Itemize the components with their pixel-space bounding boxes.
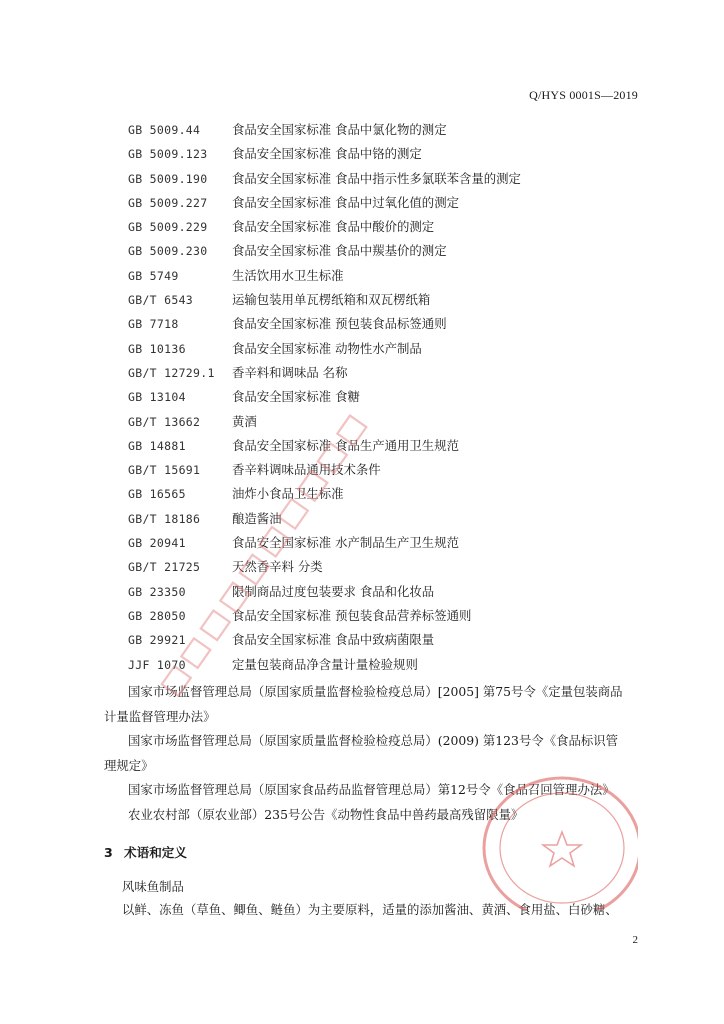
reference-title: 油炸小食品卫生标准 xyxy=(232,486,344,502)
reference-code: GB/T 12729.1 xyxy=(128,365,215,380)
reference-row xyxy=(0,604,724,628)
reference-title: 食品安全国家标准 食品中酸价的测定 xyxy=(232,219,435,235)
term-definition: 以鲜、冻鱼（草鱼、鲫鱼、鲢鱼）为主要原料，适量的添加酱油、黄酒、食用盐、白砂糖、 xyxy=(122,902,618,917)
reference-row xyxy=(0,142,724,166)
reference-row xyxy=(0,361,724,385)
reference-title: 天然香辛料 分类 xyxy=(232,559,323,575)
reference-title: 食品安全国家标准 食糖 xyxy=(232,389,360,405)
reference-code: GB 5749 xyxy=(128,268,179,283)
reference-code: GB 7718 xyxy=(128,317,179,332)
reference-code: GB/T 15691 xyxy=(128,463,201,478)
reference-row xyxy=(0,482,724,506)
reference-code: GB 14881 xyxy=(128,438,186,453)
reference-title: 食品安全国家标准 食品生产通用卫生规范 xyxy=(232,437,459,453)
reference-code: GB/T 21725 xyxy=(128,560,201,575)
reference-code: GB 13104 xyxy=(128,390,186,405)
reference-code: GB 28050 xyxy=(128,608,186,623)
reference-code: GB/T 6543 xyxy=(128,293,194,308)
reference-title: 食品安全国家标准 水产制品生产卫生规范 xyxy=(232,535,459,551)
reference-row xyxy=(0,653,724,677)
reference-row xyxy=(0,531,724,555)
reference-row xyxy=(0,239,724,263)
reference-row xyxy=(0,191,724,215)
reference-title: 香辛料和调味品 名称 xyxy=(232,364,348,380)
reference-title: 生活饮用水卫生标准 xyxy=(232,267,344,283)
reference-row xyxy=(0,288,724,312)
reference-title: 酿造酱油 xyxy=(232,510,282,526)
reference-row xyxy=(0,312,724,336)
section-number: 3 xyxy=(104,845,113,860)
reference-row xyxy=(0,337,724,361)
regulation-line: 国家市场监督管理总局（原国家食品药品监督管理总局）第12号令《食品召回管理办法》 xyxy=(128,782,615,797)
reference-code: GB 29921 xyxy=(128,633,186,648)
reference-code: GB 23350 xyxy=(128,584,186,599)
reference-row xyxy=(0,507,724,531)
regulation-paragraph-1 xyxy=(104,680,644,729)
reference-row xyxy=(0,458,724,482)
reference-row xyxy=(0,167,724,191)
reference-title: 食品安全国家标准 食品中指示性多氯联苯含量的测定 xyxy=(232,170,521,186)
reference-title: 食品安全国家标准 动物性水产制品 xyxy=(232,340,422,356)
reference-code: GB/T 13662 xyxy=(128,414,201,429)
reference-row xyxy=(0,580,724,604)
regulation-line: 农业农村部（原农业部）235号公告《动物性食品中兽药最高残留限量》 xyxy=(128,807,524,822)
regulation-paragraph-4 xyxy=(104,803,644,828)
reference-title: 运输包装用单瓦楞纸箱和双瓦楞纸箱 xyxy=(232,292,431,308)
reference-title: 食品安全国家标准 预包装食品标签通则 xyxy=(232,316,447,332)
term-name: 风味鱼制品 xyxy=(122,879,184,894)
regulation-line: 国家市场监督管理总局（原国家质量监督检验检疫总局）[2005] 第75号令《定量包装商品 xyxy=(128,684,623,699)
section-heading xyxy=(104,842,187,861)
reference-title: 香辛料调味品通用技术条件 xyxy=(232,462,381,478)
reference-title: 食品安全国家标准 食品中氯化物的测定 xyxy=(232,122,447,137)
reference-code: GB 10136 xyxy=(128,341,186,356)
page-number: 2 xyxy=(632,934,638,946)
regulation-line: 国家市场监督管理总局（原国家质量监督检验检疫总局）(2009) 第123号令《食品标识管 xyxy=(128,733,619,748)
reference-code: GB 5009.190 xyxy=(128,171,208,186)
reference-row xyxy=(0,628,724,652)
section-title: 术语和定义 xyxy=(124,845,187,860)
reference-row xyxy=(0,118,724,142)
document-code: Q/HYS 0001S—2019 xyxy=(529,88,638,102)
reference-code: JJF 1070 xyxy=(128,657,186,672)
regulation-paragraph-3 xyxy=(104,778,644,803)
reference-row xyxy=(0,215,724,239)
reference-code: GB 5009.123 xyxy=(128,147,208,162)
reference-code: GB 5009.229 xyxy=(128,220,208,235)
reference-code: GB 20941 xyxy=(128,536,186,551)
reference-row xyxy=(0,410,724,434)
reference-title: 食品安全国家标准 预包装食品营养标签通则 xyxy=(232,607,472,623)
reference-code: GB/T 18186 xyxy=(128,511,201,526)
reference-row xyxy=(0,555,724,579)
reference-title: 食品安全国家标准 食品中过氧化值的测定 xyxy=(232,194,459,210)
regulation-paragraph-2 xyxy=(104,729,644,778)
reference-row xyxy=(0,385,724,409)
reference-code: GB 5009.44 xyxy=(128,123,201,137)
reference-title: 食品安全国家标准 食品中致病菌限量 xyxy=(232,632,435,648)
regulation-line: 理规定》 xyxy=(104,757,154,773)
reference-title: 食品安全国家标准 食品中羰基价的测定 xyxy=(232,243,447,259)
reference-code: GB 5009.230 xyxy=(128,244,208,259)
reference-row xyxy=(0,264,724,288)
reference-title: 定量包装商品净含量计量检验规则 xyxy=(232,656,418,672)
reference-row xyxy=(0,434,724,458)
normative-references-list xyxy=(0,118,724,677)
reference-code: GB 5009.227 xyxy=(128,195,208,210)
reference-title: 食品安全国家标准 食品中铬的测定 xyxy=(232,146,422,162)
regulation-line: 计量监督管理办法》 xyxy=(104,708,216,724)
reference-title: 限制商品过度包装要求 食品和化妆品 xyxy=(232,583,435,599)
reference-code: GB 16565 xyxy=(128,487,186,502)
reference-title: 黄酒 xyxy=(232,413,257,429)
